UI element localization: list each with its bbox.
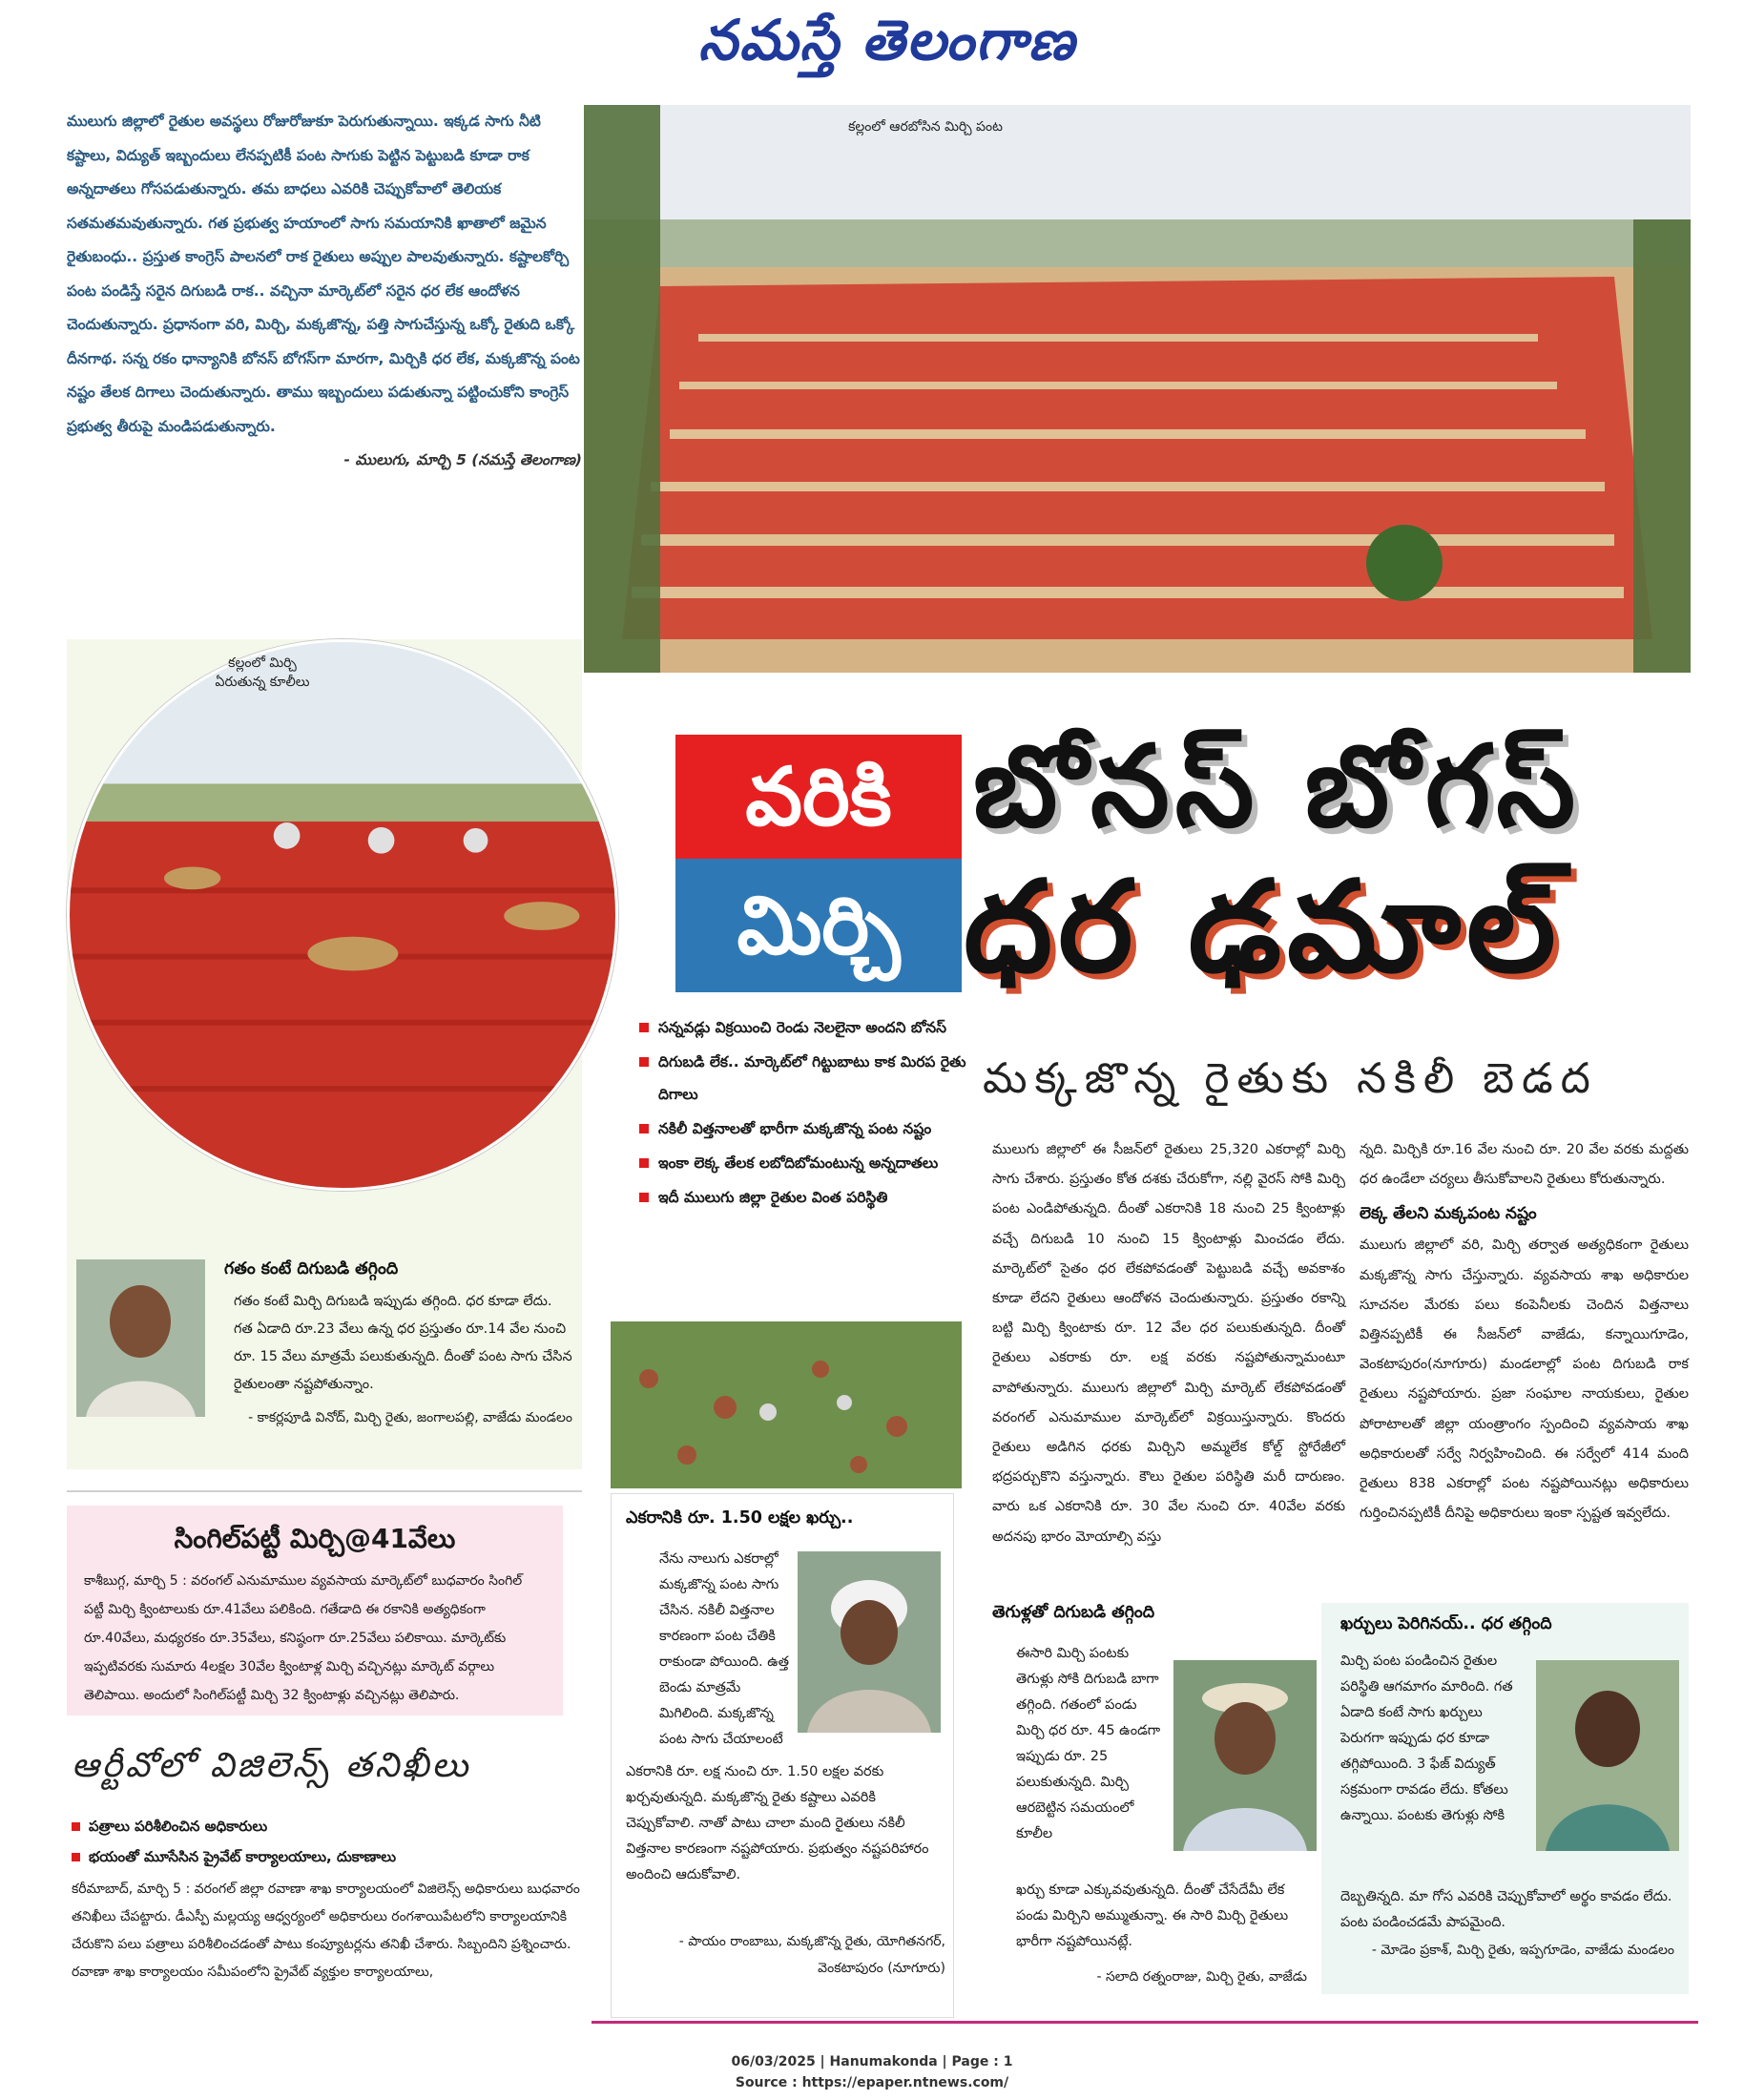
single-patti-box <box>67 1506 563 1715</box>
maize-field-photo <box>611 1321 962 1488</box>
single-patti-text: కాశీబుగ్గ, మార్చి 5 : వరంగల్ ఎనుమాముల వ్యవసాయ మార్కెట్‌లో బుధవారం సింగిల్ పట్టీ మిర్చి క్వింటాలుకు రూ.41వేలు పలికింది. గతేడాది ఈ రకానికి అత్యధికంగా రూ.40వేలు, మధ్యరకం రూ.35వేలు, కనిష్ఠంగా రూ.25వేలు పలికాయి. మార్కెట్‌కు ఇప్పటివరకు సుమారు 4లక్షల 30వేల క్వింటాళ్ల మిర్చి వచ్చినట్లు మార్కెట్ వర్గాలు తెలిపాయి. అందులో సింగిల్‌పట్టీ మిర్చి 32 క్వింటాళ్లు వచ్చినట్లు తెలిపారు. <box>84 1573 523 1703</box>
headline-line1: బోనస్ బోగస్ <box>973 720 1582 852</box>
farmer-3-text-2: ఖర్చు కూడా ఎక్కువవుతున్నది. దీంతో చేసేదేమీ లేక పండు మిర్చిని అమ్ముతున్నా. ఈ సారి మిర్చి రైతులు భారీగా నష్టపోయినట్లే. <box>1016 1882 1289 1949</box>
lead-text: ములుగు జిల్లాలో రైతుల అవస్థలు రోజురోజుకూ పెరుగుతున్నాయి. ఇక్కడ సాగు నీటి కష్టాలు, విద్యుత్ ఇబ్బందులు లేనప్పటికీ పంట సాగుకు పెట్టిన పెట్టుబడి కూడా రాక అన్నదాతలు గోసపడుతున్నారు. తమ బాధలు ఎవరికి చెప్పుకోవాలో తెలియక సతమతమవుతున్నారు. గత ప్రభుత్వ హయాంలో సాగు సమయానికి ఖాతాలో జమైన రైతుబంధు.. ప్రస్తుత కాంగ్రెస్ పాలనలో రాక రైతులు అప్పుల పాలవుతున్నారు. కష్టాలకోర్చి పంట పండిస్తే సరైన దిగుబడి రాక.. వచ్చినా మార్కెట్‌లో సరైన ధర లేక ఆందోళన చెందుతున్నారు. ప్రధానంగా వరి, మిర్చి, మక్కజొన్న, పత్తి సాగుచేస్తున్న ఒక్కో రైతుది ఒక్కో దీనగాథ. సన్న రకం ధాన్యానికి బోనస్ బోగస్‌గా మారగా, మిర్చికి ధర లేక, మక్కజొన్న పంట నష్టం తేలక దిగాలు చెందుతున్నారు. తాము ఇబ్బందులు పడుతున్నా పట్టించుకోని కాంగ్రెస్ ప్రభుత్వ తీరుపై మండిపడుతున్నారు. <box>67 113 580 435</box>
bottom-rule <box>592 2021 1698 2024</box>
page-footer <box>0 2051 1744 2093</box>
circle-caption <box>167 654 358 692</box>
headline-line2: ధర ఢమాల్ <box>964 854 1562 1001</box>
vigilance-heading: ఆర్టీవోలో విజిలెన్స్ తనిఖీలు <box>72 1746 471 1785</box>
bullet-item: దిగుబడి లేక.. మార్కెట్‌లో గిట్టుబాటు కాక మిరప రైతు దిగాలు <box>637 1046 981 1111</box>
bullet-item: ఇదీ ములుగు జిల్లా రైతుల వింత పరిస్థితి <box>637 1181 981 1214</box>
farmer-4-dateline: - మోడెం ప్రకాశ్, మిర్చి రైతు, ఇప్పగూడెం, వాజేడు మండలం <box>1371 1943 1674 1958</box>
masthead: నమస్తే తెలంగాణ <box>698 8 1076 73</box>
single-patti-heading: సింగిల్‌పట్టీ మిర్చి@41వేలు <box>174 1523 456 1554</box>
vigilance-bullet: పత్రాలు పరిశీలించిన అధికారులు <box>72 1811 587 1841</box>
farmer-quote-box-3 <box>992 1593 1317 1994</box>
farmer-4-text-2: దెబ్బతిన్నది. మా గోస ఎవరికి చెప్పుకోవాలో అర్థం కావడం లేదు. పంట పండించడమే పాపమైంది. <box>1340 1889 1672 1930</box>
vigilance-section <box>72 1811 587 2019</box>
farmer-4-heading: ఖర్చులు పెరిగినయ్.. ధర తగ్గింది <box>1340 1614 1552 1633</box>
bullet-item: ఇంకా లెక్క తేలక లబోదిబోమంటున్న అన్నదాతలు <box>637 1147 981 1179</box>
highlight-bullets <box>637 1011 981 1216</box>
headline-tag-paddy: వరికి <box>675 735 962 859</box>
article-column-2 <box>1360 1135 1689 1528</box>
bullet-item: సన్నవడ్లు విక్రయించి రెండు నెలలైనా అందని బోనస్ <box>637 1011 981 1044</box>
farmer-2-dateline: - పాయం రాంబాబు, మక్కజొన్న రైతు, యోగితనగర్, వెంకటాపురం (నూగూరు) <box>678 1934 945 1976</box>
vigilance-bullet: భయంతో మూసేసిన ప్రైవేట్ కార్యాలయాలు, దుకాణాలు <box>72 1841 587 1872</box>
farmer-3-dateline: - సలాది రత్నంరాజు, మిర్చి రైతు, వాజేడు <box>1096 1969 1307 1985</box>
column-2-continuation: న్నది. మిర్చికి రూ.16 వేల నుంచి రూ. 20 వేల వరకు మద్దతు ధర ఉండేలా చర్యలు తీసుకోవాలని రైతులు కోరుతున్నారు. <box>1360 1142 1689 1188</box>
lead-paragraph <box>67 105 582 478</box>
farmer-1-text: గతం కంటే మిర్చి దిగుబడి ఇప్పుడు తగ్గింది. ధర కూడా లేదు. గత ఏడాది రూ.23 వేలు ఉన్న ధర ప్రస్తుతం రూ.14 వేల నుంచి రూ. 15 వేలు మాత్రమే పలుకుతున్నది. దీంతో పంట సాగు చేసిన రైతులంతా నష్టపోతున్నాం. <box>234 1294 572 1392</box>
circle-caption-line2: ఏరుతున్న కూలీలు <box>215 675 310 690</box>
farmer-quote-box-1 <box>67 1240 582 1479</box>
chilli-workers-circle-photo <box>67 639 618 1191</box>
vigilance-text: కరీమాబాద్, మార్చి 5 : వరంగల్ జిల్లా రవాణా శాఖ కార్యాలయంలో విజిలెన్స్ అధికారులు బుధవారం తనిఖీలు చేపట్టారు. డీఎస్పీ మల్లయ్య ఆధ్వర్యంలో అధికారులు రంగశాయిపేటలోని కార్యాలయానికి చేరుకొని పలు పత్రాలు పరిశీలించడంతో పాటు కంప్యూటర్లను తనిఖీ చేశారు. సిబ్బందిని ప్రశ్నించారు. రవాణా శాఖ కార్యాలయం సమీపంలోని ప్రైవేట్ వ్యక్తుల కార్యాలయాలు, <box>72 1882 580 1980</box>
column-2-body: ములుగు జిల్లాలో వరి, మిర్చి తర్వాత అత్యధికంగా రైతులు మక్కజొన్న సాగు చేస్తున్నారు. వ్యవసాయ శాఖ అధికారుల సూచనల మేరకు పలు కంపెనీలకు చెందిన విత్తనాలు విత్తినప్పటికీ ఈ సీజన్‌లో వాజేడు, కన్నాయిగూడెం, వెంకటాపురం(నూగూరు) మండలాల్లో పంట దిగుబడి రాక రైతులు నష్టపోయారు. ప్రజా సంఘాల నాయకులు, రైతుల పోరాటాలతో జిల్లా యంత్రాంగం స్పందించి వ్యవసాయ శాఖ అధికారులతో సర్వే నిర్వహించింది. ఈ సర్వేలో 414 మంది రైతులు 838 ఎకరాల్లో పంట నష్టపోయినట్లు అధికారులు గుర్తించినప్పటికీ దీనిపై అధికారులు ఇంకా స్పష్టత ఇవ్వలేదు. <box>1360 1237 1689 1522</box>
column-2-heading: లెక్క తేలని మక్కపంట నష్టం <box>1360 1204 1537 1224</box>
farmer-1-photo <box>76 1259 205 1417</box>
lead-dateline: - ములుగు, మార్చి 5 (నమస్తే తెలంగాణ) <box>343 451 582 468</box>
article-column-1: ములుగు జిల్లాలో ఈ సీజన్‌లో రైతులు 25,320 ఎకరాల్లో మిర్చి సాగు చేశారు. ప్రస్తుతం కోత దశకు చేరుకోగా, నల్లి వైరస్ సోకి మిర్చి పంట ఎండిపోతున్నది. దీంతో ఎకరానికి 18 నుంచి 25 క్వింటాళ్లు వచ్చే దిగుబడి 10 నుంచి 15 క్వింటాళ్లు మించడం లేదు. మార్కెట్‌లో సైతం ధర లేకపోవడంతో పెట్టుబడి వచ్చే అవకాశం కూడా లేదని రైతులు ఆందోళన చెందుతున్నారు. ప్రస్తుతం రకాన్ని బట్టి మిర్చి క్వింటాకు రూ. 12 వేల ధర పలుకుతున్నది. దీంతో రైతులు ఎకరాకు రూ. లక్ష వరకు నష్టపోతున్నామంటూ వాపోతున్నారు. ములుగు జిల్లాలో మిర్చి మార్కెట్ లేకపోవడంతో వరంగల్ ఎనుమాముల మార్కెట్‌లో విక్రయిస్తున్నారు. కొందరు రైతులు అడిగిన ధరకు మిర్చిని అమ్మలేక కోల్డ్ స్టోరేజీలో భద్రపర్చుకొని వస్తున్నారు. కౌలు రైతుల పరిస్థితి మరీ దారుణం. వారు ఒక ఎకరానికి రూ. 30 వేల నుంచి రూ. 40వేల వరకు అదనపు భారం మోయాల్సి వస్తు <box>992 1142 1345 1545</box>
farmer-3-text-1: ఈసారి మిర్చి పంటకు తెగుళ్లు సోకి దిగుబడి బాగా తగ్గింది. గతంలో పండు మిర్చి ధర రూ. 45 ఉండగా ఇప్పుడు రూ. 25 పలుకుతున్నది. మిర్చి ఆరబెట్టిన సమయంలో కూలీల <box>1016 1646 1161 1841</box>
farmer-2-text-1: నేను నాలుగు ఎకరాల్లో మక్కజొన్న పంట సాగు చేసిన. నకిలీ విత్తనాల కారణంగా పంట చేతికి రాకుండా పోయింది. ఉత్త బెండు మాత్రమే మిగిలింది. మక్కజొన్న పంట సాగు చేయాలంటే <box>659 1551 790 1747</box>
farmer-4-text-1: మిర్చి పంట పండించిన రైతుల పరిస్థితి ఆగమాగం మారింది. గత ఏడాది కంటే సాగు ఖర్చులు పెరుగగా ఇప్పుడు ధర కూడా తగ్గిపోయింది. 3 ఫేజ్ విద్యుత్ సక్రమంగా రావడం లేదు. కోతలు ఉన్నాయి. పంటకు తెగుళ్లు సోకి <box>1340 1653 1513 1823</box>
farmer-4-photo <box>1536 1660 1679 1851</box>
farmer-quote-box-4 <box>1321 1603 1689 1994</box>
footer-edition: 06/03/2025 | Hanumakonda | Page : 1 <box>731 2054 1013 2069</box>
farmer-1-dateline: - కాకర్లపూడి వినోద్, మిర్చి రైతు, జంగాలపల్లి, వాజేడు మండలం <box>248 1410 572 1425</box>
farmer-2-photo <box>798 1551 941 1733</box>
chilli-field-photo <box>584 105 1691 673</box>
farmer-quote-box-2 <box>611 1493 954 2018</box>
left-panel-divider <box>67 1490 582 1492</box>
subheadline: మక్కజొన్న రైతుకు నకిలీ బెడద <box>983 1054 1598 1103</box>
farmer-1-heading: గతం కంటే దిగుబడి తగ్గింది <box>224 1259 399 1279</box>
farmer-3-photo <box>1173 1660 1317 1851</box>
farmer-2-text-wrap <box>659 1547 793 1753</box>
farmer-2-text-2: ఎకరానికి రూ. లక్ష నుంచి రూ. 1.50 లక్షల వరకు ఖర్చవుతున్నది. మక్కజొన్న రైతు కష్టాలు ఎవరికి చెప్పుకోవాలి. నాతో పాటు చాలా మంది రైతులు నకిలీ విత్తనాల కారణంగా నష్టపోయారు. ప్రభుత్వం నష్టపరిహారం అందించి ఆదుకోవాలి. <box>626 1764 929 1882</box>
bullet-item: నకిలీ విత్తనాలతో భారీగా మక్కజొన్న పంట నష్టం <box>637 1112 981 1145</box>
farmer-2-heading: ఎకరానికి రూ. 1.50 లక్షల ఖర్చు.. <box>626 1508 854 1528</box>
farmer-3-heading: తెగుళ్లతో దిగుబడి తగ్గింది <box>992 1603 1155 1622</box>
footer-source: Source : https://epaper.ntnews.com/ <box>735 2075 1009 2090</box>
headline-tag-chilli: మిర్చి <box>675 859 962 992</box>
circle-caption-line1: కల్లంలో మిర్చి <box>228 655 297 671</box>
top-photo-caption: కల్లంలో ఆరబోసిన మిర్చి పంట <box>848 119 1003 135</box>
